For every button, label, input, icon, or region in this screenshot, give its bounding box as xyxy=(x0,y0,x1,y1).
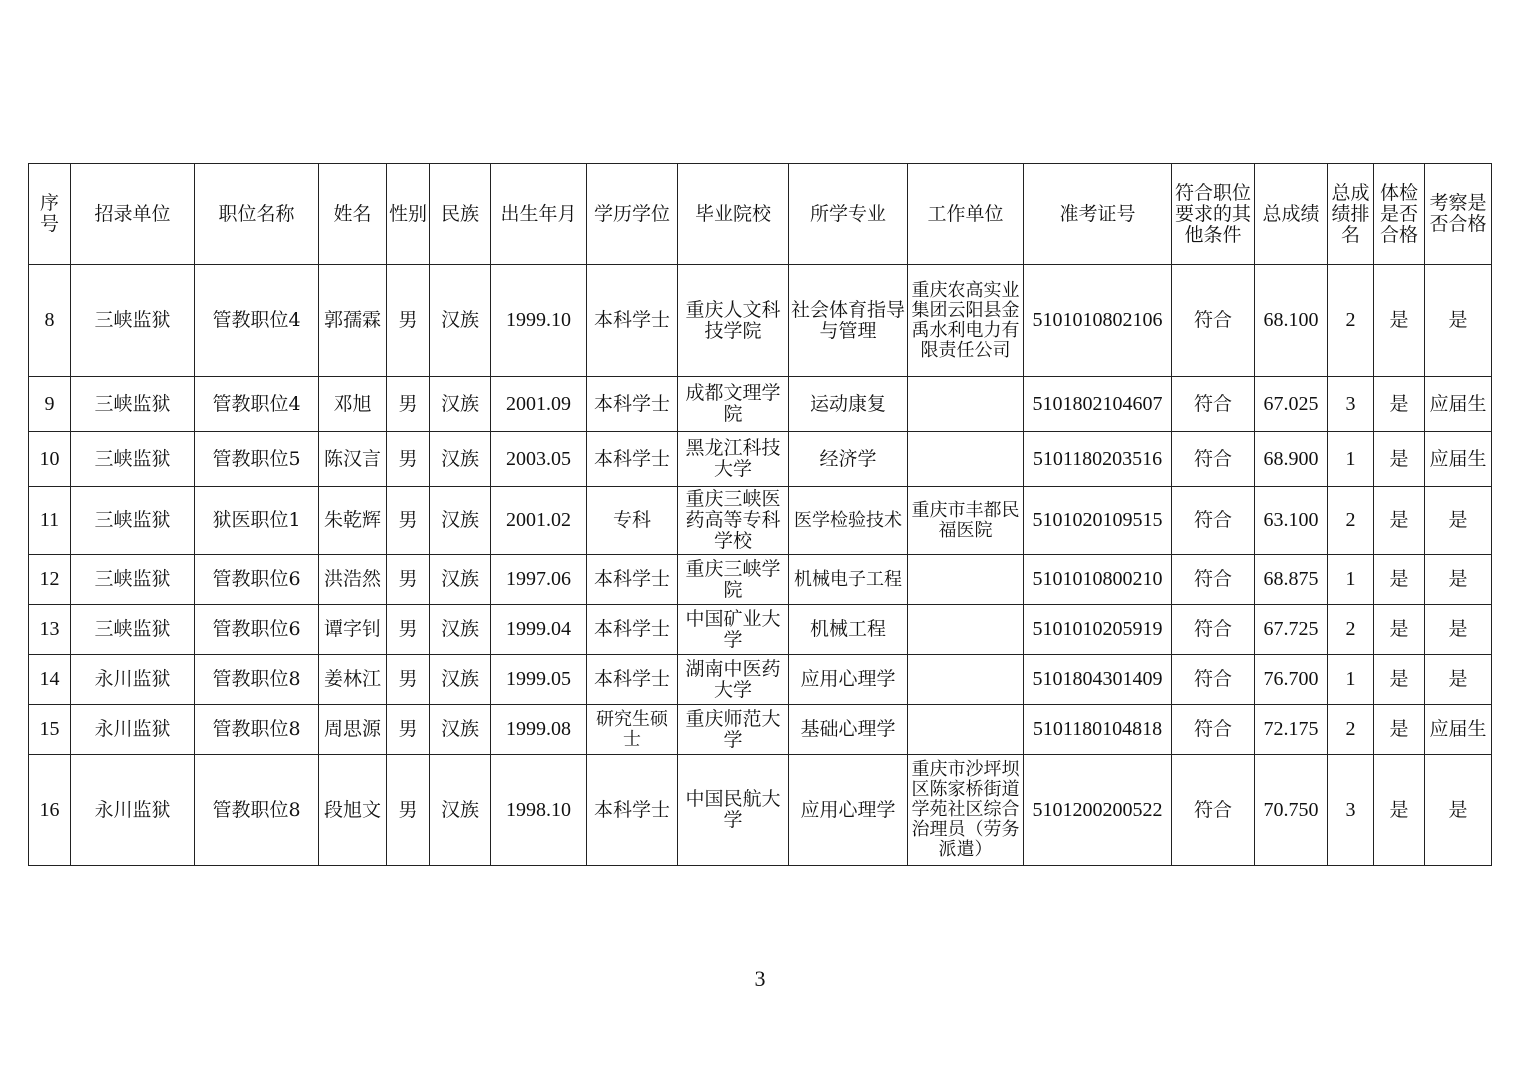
cell-name: 洪浩然 xyxy=(319,555,387,605)
cell-birth: 1999.04 xyxy=(491,605,587,655)
cell-total-score: 67.025 xyxy=(1255,377,1328,432)
cell-physical-exam: 是 xyxy=(1374,605,1425,655)
cell-position: 管教职位4 xyxy=(195,265,319,377)
table-row xyxy=(29,755,1492,866)
cell-ethnicity: 汉族 xyxy=(430,265,491,377)
cell-ethnicity: 汉族 xyxy=(430,555,491,605)
cell-school: 重庆三峡学院 xyxy=(678,555,789,605)
cell-unit: 永川监狱 xyxy=(71,755,195,866)
cell-employer xyxy=(908,705,1024,755)
cell-major: 基础心理学 xyxy=(789,705,908,755)
cell-gender: 男 xyxy=(387,432,430,487)
cell-unit: 永川监狱 xyxy=(71,655,195,705)
col-header-name: 姓名 xyxy=(319,164,387,265)
cell-position: 管教职位8 xyxy=(195,655,319,705)
cell-other-conditions: 符合 xyxy=(1172,705,1255,755)
cell-rank: 2 xyxy=(1328,265,1374,377)
cell-ethnicity: 汉族 xyxy=(430,487,491,555)
col-header-inspection: 考察是否合格 xyxy=(1425,164,1492,265)
cell-position: 管教职位4 xyxy=(195,377,319,432)
cell-physical-exam: 是 xyxy=(1374,432,1425,487)
cell-other-conditions: 符合 xyxy=(1172,265,1255,377)
cell-rank: 1 xyxy=(1328,432,1374,487)
cell-employer xyxy=(908,555,1024,605)
cell-major: 医学检验技术 xyxy=(789,487,908,555)
cell-unit: 三峡监狱 xyxy=(71,377,195,432)
cell-degree: 专科 xyxy=(587,487,678,555)
cell-school: 湖南中医药大学 xyxy=(678,655,789,705)
table-row xyxy=(29,432,1492,487)
col-header-ethnicity: 民族 xyxy=(430,164,491,265)
cell-index: 15 xyxy=(29,705,71,755)
cell-degree: 本科学士 xyxy=(587,555,678,605)
cell-employer xyxy=(908,432,1024,487)
cell-rank: 3 xyxy=(1328,755,1374,866)
cell-degree: 本科学士 xyxy=(587,755,678,866)
cell-ethnicity: 汉族 xyxy=(430,705,491,755)
cell-major: 经济学 xyxy=(789,432,908,487)
cell-rank: 3 xyxy=(1328,377,1374,432)
col-header-birth: 出生年月 xyxy=(491,164,587,265)
cell-gender: 男 xyxy=(387,605,430,655)
cell-name: 朱乾辉 xyxy=(319,487,387,555)
cell-employer xyxy=(908,377,1024,432)
cell-total-score: 76.700 xyxy=(1255,655,1328,705)
cell-position: 管教职位6 xyxy=(195,555,319,605)
cell-name: 邓旭 xyxy=(319,377,387,432)
cell-school: 重庆人文科技学院 xyxy=(678,265,789,377)
cell-inspection: 是 xyxy=(1425,605,1492,655)
cell-index: 8 xyxy=(29,265,71,377)
cell-physical-exam: 是 xyxy=(1374,487,1425,555)
candidate-table-container xyxy=(28,163,1492,866)
table-row xyxy=(29,377,1492,432)
cell-exam-id: 5101010802106 xyxy=(1024,265,1172,377)
cell-physical-exam: 是 xyxy=(1374,265,1425,377)
cell-inspection: 是 xyxy=(1425,555,1492,605)
candidate-table xyxy=(28,163,1492,866)
cell-other-conditions: 符合 xyxy=(1172,377,1255,432)
col-header-school: 毕业院校 xyxy=(678,164,789,265)
col-header-physical-exam: 体检是否合格 xyxy=(1374,164,1425,265)
col-header-exam-id: 准考证号 xyxy=(1024,164,1172,265)
cell-physical-exam: 是 xyxy=(1374,655,1425,705)
cell-index: 14 xyxy=(29,655,71,705)
cell-unit: 三峡监狱 xyxy=(71,605,195,655)
cell-total-score: 68.100 xyxy=(1255,265,1328,377)
page-number: 3 xyxy=(754,966,766,991)
cell-other-conditions: 符合 xyxy=(1172,755,1255,866)
cell-degree: 研究生硕士 xyxy=(587,705,678,755)
cell-inspection: 是 xyxy=(1425,487,1492,555)
cell-total-score: 72.175 xyxy=(1255,705,1328,755)
col-header-unit: 招录单位 xyxy=(71,164,195,265)
cell-exam-id: 5101804301409 xyxy=(1024,655,1172,705)
cell-birth: 1999.08 xyxy=(491,705,587,755)
cell-exam-id: 5101200200522 xyxy=(1024,755,1172,866)
cell-exam-id: 5101020109515 xyxy=(1024,487,1172,555)
cell-gender: 男 xyxy=(387,655,430,705)
cell-name: 陈汉言 xyxy=(319,432,387,487)
cell-index: 9 xyxy=(29,377,71,432)
cell-gender: 男 xyxy=(387,265,430,377)
cell-index: 10 xyxy=(29,432,71,487)
cell-position: 管教职位6 xyxy=(195,605,319,655)
cell-name: 谭字钊 xyxy=(319,605,387,655)
cell-other-conditions: 符合 xyxy=(1172,487,1255,555)
cell-unit: 三峡监狱 xyxy=(71,432,195,487)
table-row xyxy=(29,265,1492,377)
cell-ethnicity: 汉族 xyxy=(430,655,491,705)
cell-other-conditions: 符合 xyxy=(1172,605,1255,655)
cell-unit: 三峡监狱 xyxy=(71,487,195,555)
table-row xyxy=(29,655,1492,705)
cell-birth: 1999.05 xyxy=(491,655,587,705)
cell-rank: 2 xyxy=(1328,605,1374,655)
col-header-total-score: 总成绩 xyxy=(1255,164,1328,265)
cell-school: 中国民航大学 xyxy=(678,755,789,866)
cell-major: 运动康复 xyxy=(789,377,908,432)
cell-degree: 本科学士 xyxy=(587,432,678,487)
cell-inspection: 应届生 xyxy=(1425,377,1492,432)
cell-unit: 三峡监狱 xyxy=(71,555,195,605)
cell-employer: 重庆市沙坪坝区陈家桥街道学苑社区综合治理员（劳务派遣） xyxy=(908,755,1024,866)
table-header-row xyxy=(29,164,1492,265)
cell-inspection: 是 xyxy=(1425,265,1492,377)
cell-index: 16 xyxy=(29,755,71,866)
col-header-index: 序号 xyxy=(29,164,71,265)
table-row xyxy=(29,705,1492,755)
cell-total-score: 68.875 xyxy=(1255,555,1328,605)
cell-exam-id: 5101180203516 xyxy=(1024,432,1172,487)
cell-major: 机械电子工程 xyxy=(789,555,908,605)
cell-exam-id: 5101010800210 xyxy=(1024,555,1172,605)
cell-birth: 1999.10 xyxy=(491,265,587,377)
table-row xyxy=(29,555,1492,605)
col-header-position: 职位名称 xyxy=(195,164,319,265)
cell-school: 中国矿业大学 xyxy=(678,605,789,655)
cell-position: 管教职位8 xyxy=(195,755,319,866)
cell-rank: 1 xyxy=(1328,655,1374,705)
cell-name: 姜林江 xyxy=(319,655,387,705)
col-header-degree: 学历学位 xyxy=(587,164,678,265)
cell-total-score: 63.100 xyxy=(1255,487,1328,555)
cell-major: 应用心理学 xyxy=(789,755,908,866)
cell-name: 郭孺霖 xyxy=(319,265,387,377)
cell-total-score: 68.900 xyxy=(1255,432,1328,487)
cell-other-conditions: 符合 xyxy=(1172,432,1255,487)
cell-exam-id: 5101010205919 xyxy=(1024,605,1172,655)
cell-gender: 男 xyxy=(387,755,430,866)
cell-rank: 2 xyxy=(1328,487,1374,555)
cell-gender: 男 xyxy=(387,487,430,555)
cell-birth: 1997.06 xyxy=(491,555,587,605)
cell-school: 重庆三峡医药高等专科学校 xyxy=(678,487,789,555)
cell-birth: 1998.10 xyxy=(491,755,587,866)
col-header-employer: 工作单位 xyxy=(908,164,1024,265)
cell-ethnicity: 汉族 xyxy=(430,755,491,866)
cell-name: 段旭文 xyxy=(319,755,387,866)
cell-school: 黑龙江科技大学 xyxy=(678,432,789,487)
cell-ethnicity: 汉族 xyxy=(430,377,491,432)
cell-index: 12 xyxy=(29,555,71,605)
cell-unit: 三峡监狱 xyxy=(71,265,195,377)
col-header-major: 所学专业 xyxy=(789,164,908,265)
cell-major: 社会体育指导与管理 xyxy=(789,265,908,377)
cell-employer xyxy=(908,605,1024,655)
cell-name: 周思源 xyxy=(319,705,387,755)
cell-position: 管教职位8 xyxy=(195,705,319,755)
cell-degree: 本科学士 xyxy=(587,605,678,655)
cell-position: 管教职位5 xyxy=(195,432,319,487)
cell-degree: 本科学士 xyxy=(587,377,678,432)
cell-index: 11 xyxy=(29,487,71,555)
cell-physical-exam: 是 xyxy=(1374,555,1425,605)
cell-employer: 重庆农高实业集团云阳县金禹水利电力有限责任公司 xyxy=(908,265,1024,377)
cell-inspection: 应届生 xyxy=(1425,705,1492,755)
cell-gender: 男 xyxy=(387,705,430,755)
cell-inspection: 是 xyxy=(1425,755,1492,866)
cell-exam-id: 5101802104607 xyxy=(1024,377,1172,432)
cell-index: 13 xyxy=(29,605,71,655)
cell-physical-exam: 是 xyxy=(1374,705,1425,755)
cell-total-score: 67.725 xyxy=(1255,605,1328,655)
cell-school: 成都文理学院 xyxy=(678,377,789,432)
col-header-rank: 总成绩排名 xyxy=(1328,164,1374,265)
cell-major: 机械工程 xyxy=(789,605,908,655)
cell-birth: 2001.09 xyxy=(491,377,587,432)
cell-birth: 2001.02 xyxy=(491,487,587,555)
col-header-other-conditions: 符合职位要求的其他条件 xyxy=(1172,164,1255,265)
cell-ethnicity: 汉族 xyxy=(430,432,491,487)
cell-position: 狱医职位1 xyxy=(195,487,319,555)
cell-gender: 男 xyxy=(387,555,430,605)
cell-degree: 本科学士 xyxy=(587,265,678,377)
cell-exam-id: 5101180104818 xyxy=(1024,705,1172,755)
cell-unit: 永川监狱 xyxy=(71,705,195,755)
cell-employer xyxy=(908,655,1024,705)
cell-physical-exam: 是 xyxy=(1374,377,1425,432)
cell-major: 应用心理学 xyxy=(789,655,908,705)
cell-gender: 男 xyxy=(387,377,430,432)
table-body xyxy=(29,265,1492,866)
cell-employer: 重庆市丰都民福医院 xyxy=(908,487,1024,555)
cell-other-conditions: 符合 xyxy=(1172,555,1255,605)
cell-inspection: 是 xyxy=(1425,655,1492,705)
col-header-gender: 性别 xyxy=(387,164,430,265)
cell-school: 重庆师范大学 xyxy=(678,705,789,755)
cell-rank: 2 xyxy=(1328,705,1374,755)
table-row xyxy=(29,605,1492,655)
cell-ethnicity: 汉族 xyxy=(430,605,491,655)
cell-birth: 2003.05 xyxy=(491,432,587,487)
cell-total-score: 70.750 xyxy=(1255,755,1328,866)
cell-degree: 本科学士 xyxy=(587,655,678,705)
table-row xyxy=(29,487,1492,555)
cell-physical-exam: 是 xyxy=(1374,755,1425,866)
cell-inspection: 应届生 xyxy=(1425,432,1492,487)
cell-other-conditions: 符合 xyxy=(1172,655,1255,705)
cell-rank: 1 xyxy=(1328,555,1374,605)
